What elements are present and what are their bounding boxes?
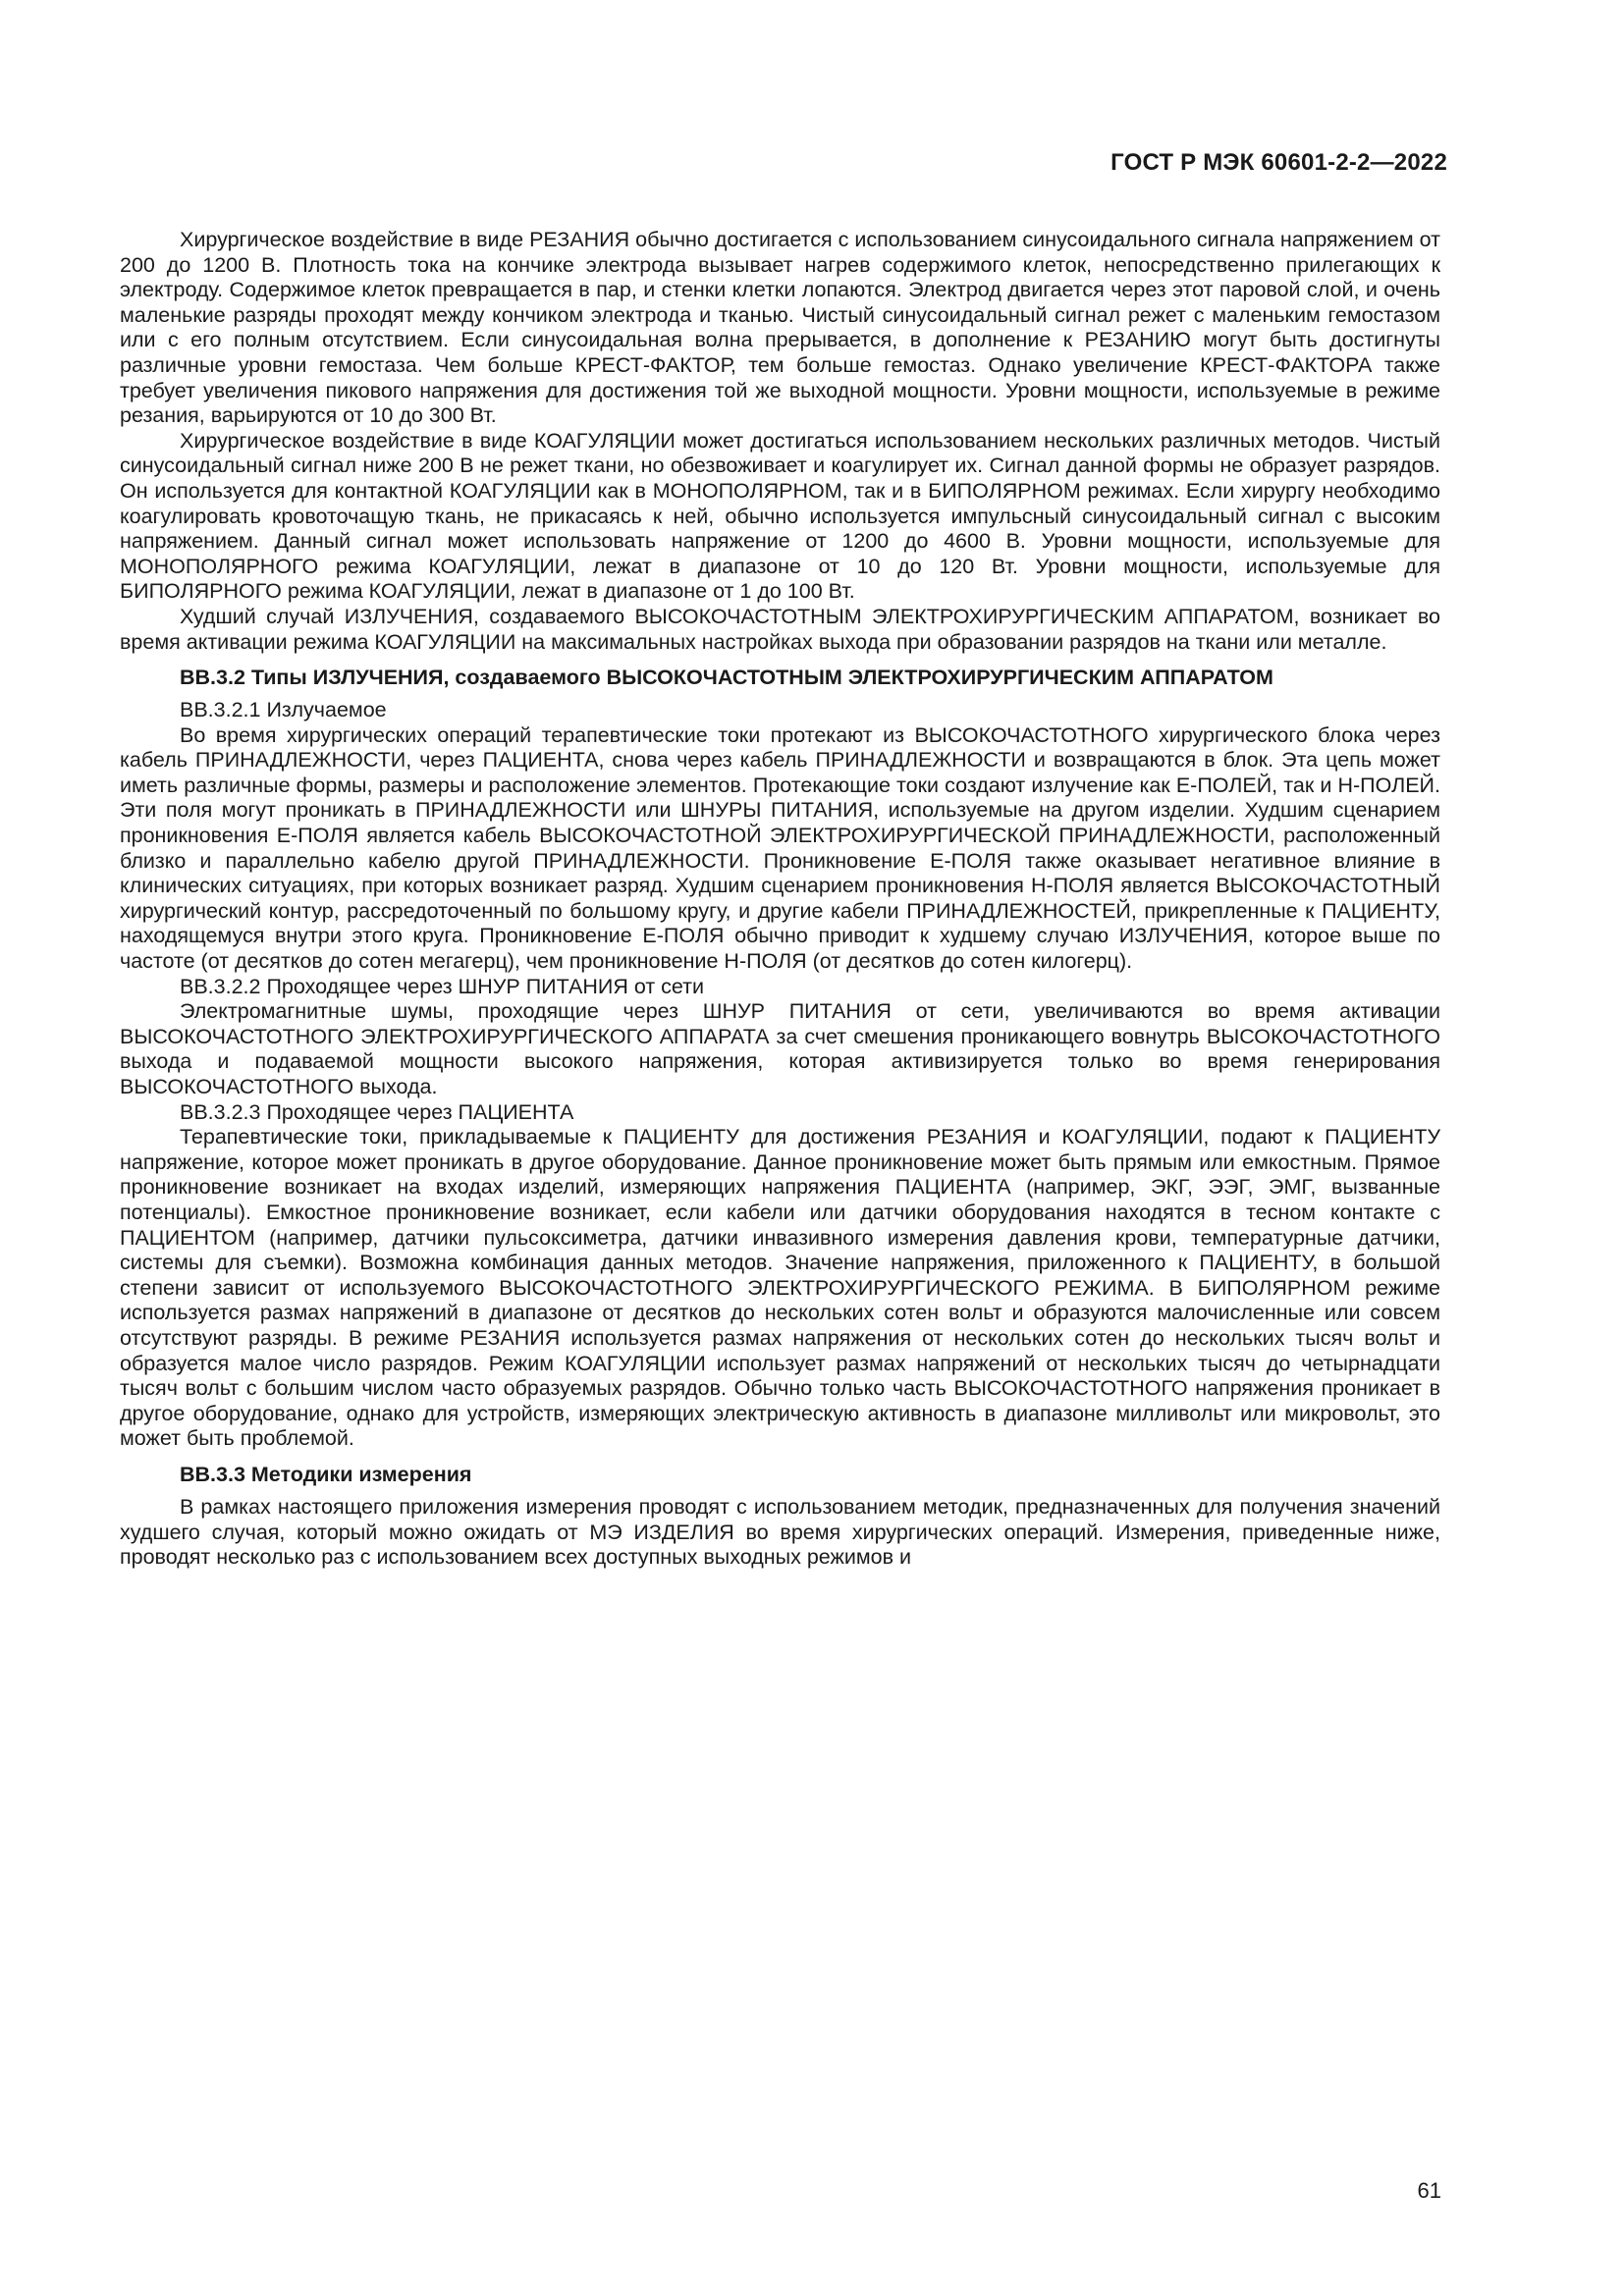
section-heading-bb-3-2: ВВ.3.2 Типы ИЗЛУЧЕНИЯ, создаваемого ВЫСОКОЧАСТОТНЫМ ЭЛЕКТРОХИРУРГИЧЕСКИМ АППАРАТОМ [180,666,1273,690]
subsection-bb-3-2-2: ВВ.3.2.2 Проходящее через ШНУР ПИТАНИЯ от сети [180,974,705,998]
page-number: 61 [1417,2178,1441,2203]
paragraph-worst-case: Худший случай ИЗЛУЧЕНИЯ, создаваемого ВЫСОКОЧАСТОТНЫМ ЭЛЕКТРОХИРУРГИЧЕСКИМ АППАРАТОМ, возникает во время активации режима КОАГУЛЯЦИИ на максимальных настройках выхода при образовании разрядов на ткани или металле. [120,604,1440,654]
paragraph-radiated: Во время хирургических операций терапевтические токи протекают из ВЫСОКОЧАСТОТНОГО хирургического блока через кабель ПРИНАДЛЕЖНОСТИ, через ПАЦИЕНТА, снова через кабель ПРИНАДЛЕЖНОСТИ и возвращаются в блок. Эта цепь может иметь различные формы, размеры и расположение элементов. Протекающие токи создают излучение как Е-ПОЛЕЙ, так и Н-ПОЛЕЙ. Эти поля могут проникать в ПРИНАДЛЕЖНОСТИ или ШНУРЫ ПИТАНИЯ, используемые на другом изделии. Худшим сценарием проникновения Е-ПОЛЯ является кабель ВЫСОКОЧАСТОТНОЙ ЭЛЕКТРОХИРУРГИЧЕСКОЙ ПРИНАДЛЕЖНОСТИ, расположенный близко и параллельно кабелю другой ПРИНАДЛЕЖНОСТИ. Проникновение Е-ПОЛЯ также оказывает негативное влияние в клинических ситуациях, при которых возникает разряд. Худшим сценарием проникновения Н-ПОЛЯ является ВЫСОКОЧАСТОТНЫЙ хирургический контур, рассредоточенный по большому кругу, и другие кабели ПРИНАДЛЕЖНОСТЕЙ, прикрепленные к ПАЦИЕНТУ, находящемуся внутри этого круга. Проникновение Е-ПОЛЯ обычно приводит к худшему случаю ИЗЛУЧЕНИЯ, которое выше по частоте (от десятков до сотен мегагерц), чем проникновение Н-ПОЛЯ (от десятков до сотен килогерц). [120,722,1440,974]
subsection-bb-3-2-1: ВВ.3.2.1 Излучаемое [180,698,387,722]
paragraph-power-cord: Электромагнитные шумы, проходящие через ШНУР ПИТАНИЯ от сети, увеличиваются во время активации ВЫСОКОЧАСТОТНОГО ЭЛЕКТРОХИРУРГИЧЕСКОГО АППАРАТА за счет смешения проникающего вовнутрь ВЫСОКОЧАСТОТНОГО выхода и подаваемой мощности высокого напряжения, которая активизируется только во время генерирования ВЫСОКОЧАСТОТНОГО выхода. [120,999,1440,1098]
paragraph-cutting: Хирургическое воздействие в виде РЕЗАНИЯ обычно достигается с использованием синусоидального сигнала напряжением от 200 до 1200 В. Плотность тока на кончике электрода вызывает нагрев содержимого клеток, непосредственно прилегающих к электроду. Содержимое клеток превращается в пар, и стенки клетки лопаются. Электрод двигается через этот паровой слой, и очень маленькие разряды проходят между кончиком электрода и тканью. Чистый синусоидальный сигнал режет с маленьким гемостазом или с его полным отсутствием. Если синусоидальная волна прерывается, в дополнение к РЕЗАНИЮ могут быть достигнуты различные уровни гемостаза. Чем больше КРЕСТ-ФАКТОР, тем больше гемостаз. Однако увеличение КРЕСТ-ФАКТОРА также требует увеличения пикового напряжения для достижения той же выходной мощности. Уровни мощности, используемые в режиме резания, варьируются от 10 до 300 Вт. [120,228,1440,428]
subsection-bb-3-2-3: ВВ.3.2.3 Проходящее через ПАЦИЕНТА [180,1099,574,1124]
paragraph-coagulation: Хирургическое воздействие в виде КОАГУЛЯЦИИ может достигаться использованием нескольких различных методов. Чистый синусоидальный сигнал ниже 200 В не режет ткани, но обезвоживает и коагулирует их. Сигнал данной формы не образует разрядов. Он используется для контактной КОАГУЛЯЦИИ как в МОНОПОЛЯРНОМ, так и в БИПОЛЯРНОМ режимах. Если хирургу необходимо коагулировать кровоточащую ткань, не прикасаясь к ней, обычно используется импульсный синусоидальный сигнал с высоким напряжением. Данный сигнал может использовать напряжение от 1200 до 4600 В. Уровни мощности, используемые для МОНОПОЛЯРНОГО режима КОАГУЛЯЦИИ, лежат в диапазоне от 10 до 120 Вт. Уровни мощности, используемые для БИПОЛЯРНОГО режима КОАГУЛЯЦИИ, лежат в диапазоне от 1 до 100 Вт. [120,428,1440,604]
section-heading-bb-3-3: ВВ.3.3 Методики измерения [180,1462,472,1486]
document-standard-id: ГОСТ Р МЭК 60601-2-2—2022 [1110,149,1447,176]
document-body [120,228,1440,1571]
paragraph-patient: Терапевтические токи, прикладываемые к ПАЦИЕНТУ для достижения РЕЗАНИЯ и КОАГУЛЯЦИИ, подают к ПАЦИЕНТУ напряжение, которое может проникать в другое оборудование. Данное проникновение может быть прямым или емкостным. Прямое проникновение возникает на входах изделий, измеряющих напряжения ПАЦИЕНТА (например, ЭКГ, ЭЭГ, ЭМГ, вызванные потенциалы). Емкостное проникновение возникает, если кабели или датчики оборудования находятся в тесном контакте с ПАЦИЕНТОМ (например, датчики пульсоксиметра, датчики инвазивного измерения давления крови, температурные датчики, системы для съемки). Возможна комбинация данных методов. Значение напряжения, приложенного к ПАЦИЕНТУ, в большой степени зависит от используемого ВЫСОКОЧАСТОТНОГО ЭЛЕКТРОХИРУРГИЧЕСКОГО РЕЖИМА. В БИПОЛЯРНОМ режиме используется размах напряжений в диапазоне от десятков до нескольких сотен вольт и образуются малочисленные или совсем отсутствуют разряды. В режиме РЕЗАНИЯ используется размах напряжения от нескольких сотен до нескольких тысяч вольт и образуется малое число разрядов. Режим КОАГУЛЯЦИИ использует размах напряжений от нескольких тысяч до четырнадцати тысяч вольт с большим числом часто образуемых разрядов. Обычно только часть ВЫСОКОЧАСТОТНОГО напряжения проникает в другое оборудование, однако для устройств, измеряющих электрическую активность в диапазоне милливольт или микровольт, это может быть проблемой. [120,1125,1440,1451]
paragraph-methods: В рамках настоящего приложения измерения проводят с использованием методик, предназначенных для получения значений худшего случая, который можно ожидать от МЭ ИЗДЕЛИЯ во время хирургических операций. Измерения, приведенные ниже, проводят несколько раз с использованием всех доступных выходных режимов и [120,1494,1440,1570]
